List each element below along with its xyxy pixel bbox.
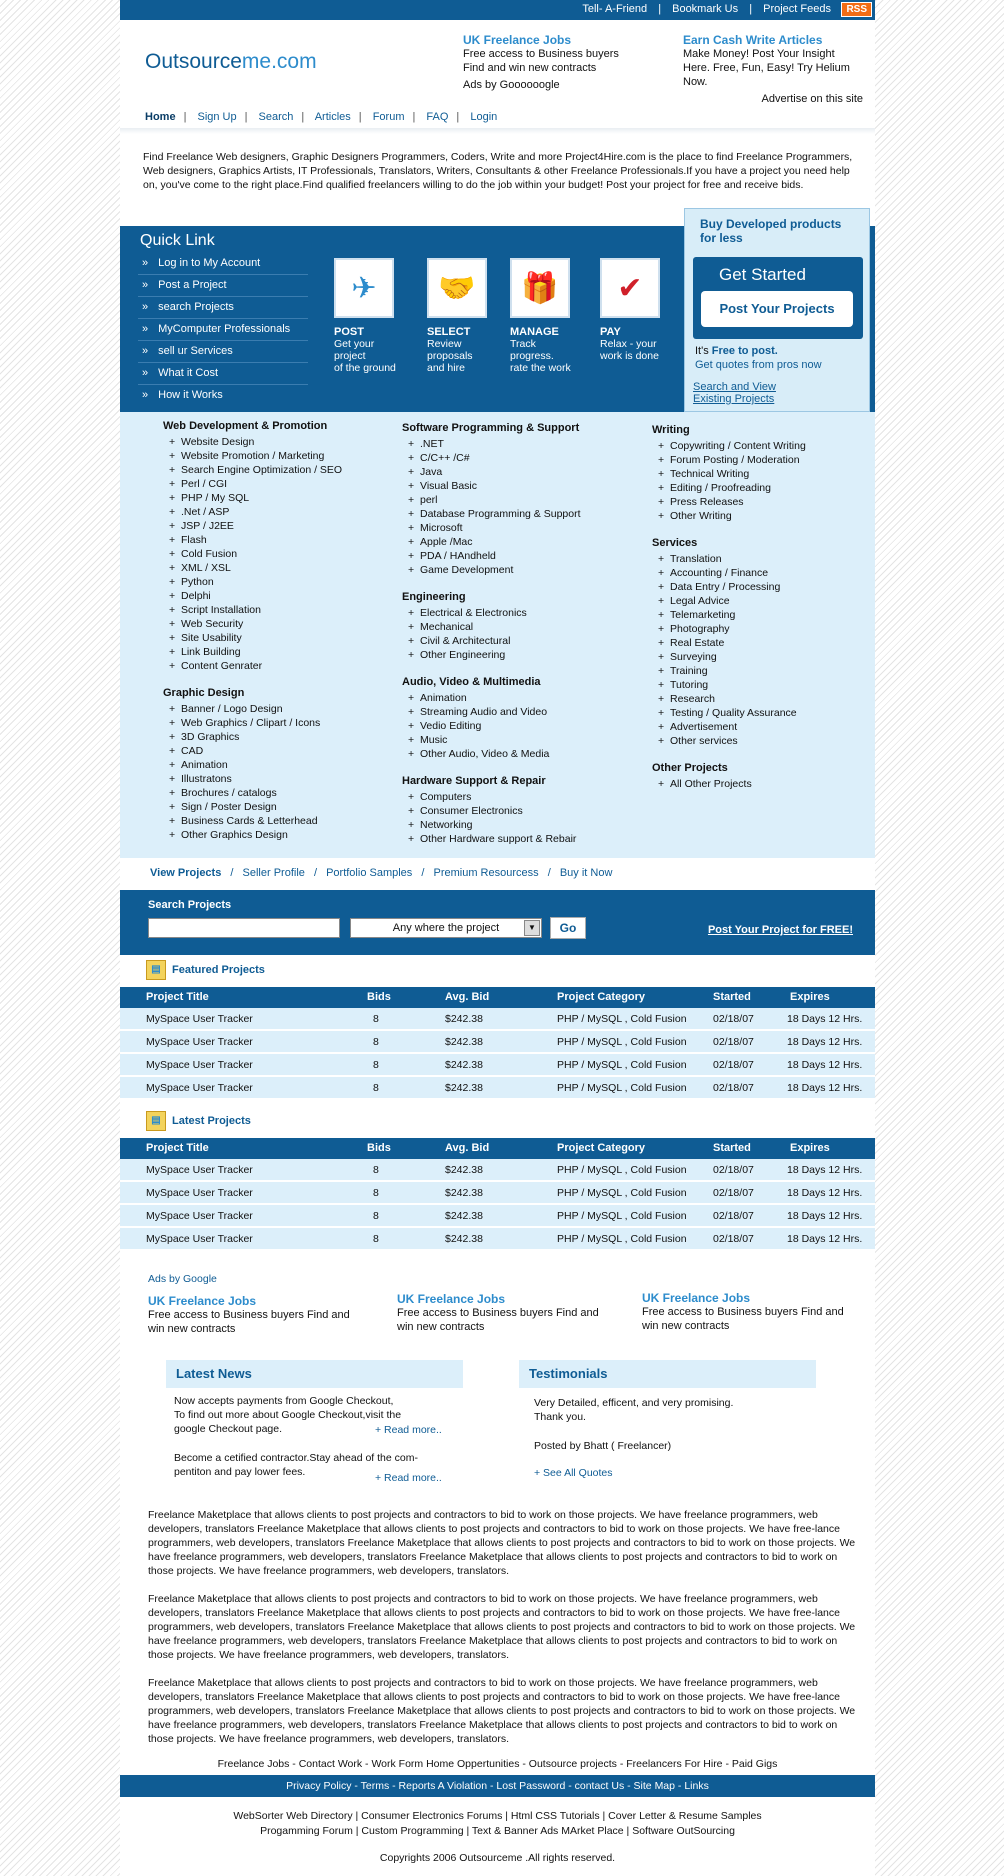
table-cell: 02/18/07 <box>713 1164 754 1176</box>
category-link[interactable]: + Python <box>163 575 342 589</box>
category-link[interactable]: + Web Graphics / Clipart / Icons <box>163 716 342 730</box>
category-link[interactable]: + Other Engineering <box>402 648 581 662</box>
separator: / <box>421 867 425 879</box>
project-title-link[interactable]: MySpace User Tracker <box>146 1187 253 1199</box>
category-group <box>163 420 342 673</box>
table-row[interactable] <box>120 1182 875 1205</box>
portfolio-samples-link[interactable]: Portfolio Samples <box>326 867 413 879</box>
go-button[interactable]: Go <box>550 917 586 939</box>
column-header[interactable]: Project Category <box>557 991 646 1003</box>
header-ad-1-title[interactable]: UK Freelance Jobs <box>463 33 572 47</box>
read-more-link[interactable]: + Read more.. <box>375 1424 442 1436</box>
category-link[interactable]: + Microsoft <box>402 521 581 535</box>
premium-resources-link[interactable]: Premium Resourcess <box>433 867 539 879</box>
category-link[interactable]: + perl <box>402 493 581 507</box>
quick-link-item[interactable]: » Log in to My Account <box>138 253 308 275</box>
step-manage[interactable] <box>510 258 571 374</box>
buy-it-now-link[interactable]: Buy it Now <box>559 867 613 879</box>
copyright: Copyrights 2006 Outsourceme .All rights reserved. <box>379 1852 616 1864</box>
project-title-link[interactable]: MySpace User Tracker <box>146 1059 253 1071</box>
category-column <box>163 420 342 856</box>
project-feeds-link[interactable]: Project Feeds <box>763 3 831 15</box>
table-cell: $242.38 <box>445 1210 483 1222</box>
category-link[interactable]: + Surveying <box>652 650 806 664</box>
table-cell: 8 <box>373 1082 379 1094</box>
category-link[interactable]: + C/C++ /C# <box>402 451 581 465</box>
bottom-ad-text: Free access to Business buyers Find and win new contracts <box>148 1309 350 1335</box>
logo-part-a: Outsource <box>145 50 242 73</box>
category-heading[interactable]: Graphic Design <box>163 687 245 699</box>
table-cell: 02/18/07 <box>713 1233 754 1245</box>
table-cell: PHP / MySQL , Cold Fusion <box>557 1082 687 1094</box>
project-title-link[interactable]: MySpace User Tracker <box>146 1082 253 1094</box>
category-group <box>402 775 581 846</box>
bottom-ad <box>148 1294 358 1336</box>
table-cell: 18 Days 12 Hrs. <box>787 1013 863 1025</box>
category-link[interactable]: + Cold Fusion <box>163 547 342 561</box>
get-started-label: Get Started <box>719 265 806 284</box>
category-link[interactable]: + XML / XSL <box>163 561 342 575</box>
category-link[interactable]: + Website Promotion / Marketing <box>163 449 342 463</box>
table-row[interactable] <box>120 1077 875 1100</box>
category-group <box>652 537 806 748</box>
table-cell: $242.38 <box>445 1187 483 1199</box>
bottom-ad <box>642 1291 852 1333</box>
column-header[interactable]: Started <box>713 1142 751 1154</box>
column-header[interactable]: Bids <box>367 991 391 1003</box>
step-desc: proposals <box>427 350 473 362</box>
table-row[interactable] <box>120 1054 875 1077</box>
category-link[interactable]: + Vedio Editing <box>402 719 581 733</box>
latest-news-heading: Latest News <box>166 1360 463 1388</box>
testimonials-heading: Testimonials <box>519 1360 816 1388</box>
category-link[interactable]: + Script Installation <box>163 603 342 617</box>
category-heading[interactable]: Audio, Video & Multimedia <box>402 676 541 688</box>
category-heading[interactable]: Web Development & Promotion <box>163 420 328 432</box>
category-link[interactable]: + Consumer Electronics <box>402 804 581 818</box>
category-link[interactable]: + Java <box>402 465 581 479</box>
folder-icon: ▤ <box>146 1111 166 1131</box>
table-row[interactable] <box>120 1159 875 1182</box>
search-existing-projects-link[interactable]: Search and View Existing Projects <box>693 381 776 405</box>
category-link[interactable]: + Data Entry / Processing <box>652 580 806 594</box>
separator: / <box>313 867 318 879</box>
table-cell: 8 <box>373 1233 379 1245</box>
step-desc: project <box>334 350 366 362</box>
category-group <box>402 591 581 662</box>
page <box>120 0 875 1876</box>
advertise-link[interactable]: Advertise on this site <box>761 93 863 105</box>
step-desc: Relax - your <box>600 338 657 350</box>
search-input[interactable] <box>148 918 340 938</box>
checkmark-icon: ✔ <box>600 258 660 318</box>
nav-home[interactable]: Home <box>145 111 176 123</box>
category-group <box>163 687 342 842</box>
table-cell: 02/18/07 <box>713 1036 754 1048</box>
folder-icon: ▤ <box>146 960 166 980</box>
category-link[interactable]: + Brochures / catalogs <box>163 786 342 800</box>
table-cell: 02/18/07 <box>713 1082 754 1094</box>
quick-link-item[interactable]: » How it Works <box>142 389 223 401</box>
category-link[interactable]: + All Other Projects <box>652 777 806 791</box>
column-header[interactable]: Expires <box>790 991 830 1003</box>
category-column <box>402 422 581 860</box>
post-your-projects-button[interactable]: Post Your Projects <box>701 291 853 327</box>
category-link[interactable]: + Search Engine Optimization / SEO <box>163 463 342 477</box>
category-link[interactable]: + 3D Graphics <box>163 730 342 744</box>
bottom-ad-text: Free access to Business buyers Find and win new contracts <box>642 1306 844 1332</box>
handshake-icon: 🤝 <box>427 258 487 318</box>
gift-box-icon: 🎁 <box>510 258 570 318</box>
category-link[interactable]: + Illustratons <box>163 772 342 786</box>
quick-link-item[interactable]: » Post a Project <box>138 275 308 297</box>
category-link[interactable]: + Civil & Architectural <box>402 634 581 648</box>
bottom-ad-title[interactable]: UK Freelance Jobs <box>397 1292 506 1306</box>
table-cell: $242.38 <box>445 1013 483 1025</box>
quick-link-item[interactable]: » sell ur Services <box>138 341 308 363</box>
category-link[interactable]: + Mechanical <box>402 620 581 634</box>
table-cell: 02/18/07 <box>713 1210 754 1222</box>
table-cell: 18 Days 12 Hrs. <box>787 1233 863 1245</box>
promo-title: Buy Developed products for less <box>700 217 842 245</box>
table-cell: $242.38 <box>445 1082 483 1094</box>
bookmark-link[interactable]: Bookmark Us <box>672 3 739 15</box>
table-cell: 8 <box>373 1013 379 1025</box>
table-cell: 18 Days 12 Hrs. <box>787 1059 863 1071</box>
category-link[interactable]: + Tutoring <box>652 678 806 692</box>
step-desc: rate the work <box>510 362 571 374</box>
table-row[interactable] <box>120 1008 875 1031</box>
category-link[interactable]: + Flash <box>163 533 342 547</box>
category-link[interactable]: + Editing / Proofreading <box>652 481 806 495</box>
table-cell: 18 Days 12 Hrs. <box>787 1187 863 1199</box>
latest-projects-table <box>120 1138 875 1251</box>
bottom-ad-title[interactable]: UK Freelance Jobs <box>642 1291 751 1305</box>
intro-text: Find Freelance Web designers, Graphic Designers Programmers, Coders, Write and more Project4Hire.com is the place to find Freelance Programmers, Web designers, Graphics Artists, IT Professionals, Translators, Writers, Consultants & other Freelance Professionals.If you have a project you need help on, you've come to the right place.Find qualified freelancers willing to do the job within your budget! Post your project for free and receive bids. <box>143 151 853 191</box>
bottom-ad <box>397 1292 607 1334</box>
main-nav: Home | Sign Up | Search | Articles | Forum | FAQ | Login <box>145 111 498 123</box>
column-header[interactable]: Project Title <box>146 1142 209 1154</box>
step-desc: and hire <box>427 362 465 374</box>
category-link[interactable]: + Electrical & Electronics <box>402 606 581 620</box>
category-link[interactable]: + Other Audio, Video & Media <box>402 747 581 761</box>
step-title: PAY <box>600 326 621 338</box>
step-desc: Get your <box>334 338 375 350</box>
table-cell: $242.38 <box>445 1036 483 1048</box>
search-band <box>120 890 875 955</box>
top-links <box>578 3 835 15</box>
category-group <box>652 424 806 523</box>
category-heading[interactable]: Software Programming & Support <box>402 422 580 434</box>
bottom-ad-text: Free access to Business buyers Find and win new contracts <box>397 1307 599 1333</box>
category-link[interactable]: + PHP / My SQL <box>163 491 342 505</box>
category-link[interactable]: + Link Building <box>163 645 342 659</box>
seller-profile-link[interactable]: Seller Profile <box>242 867 305 879</box>
project-title-link[interactable]: MySpace User Tracker <box>146 1013 253 1025</box>
category-link[interactable]: + Photography <box>652 622 806 636</box>
category-link[interactable]: + Delphi <box>163 589 342 603</box>
category-link[interactable]: + Computers <box>402 790 581 804</box>
category-link[interactable]: + Business Cards & Letterhead <box>163 814 342 828</box>
tell-a-friend-link[interactable]: Tell- A-Friend <box>582 3 648 15</box>
category-link[interactable]: + .NET <box>402 437 581 451</box>
nav-forum[interactable]: Forum <box>372 111 405 123</box>
featured-projects-table <box>120 987 875 1100</box>
table-row[interactable] <box>120 1228 875 1251</box>
header-ad-2-text: Make Money! Post Your Insight Here. Free, Fun, Easy! Try Helium Now. <box>683 48 850 88</box>
category-link[interactable]: + Other Hardware support & Rebair <box>402 832 581 846</box>
category-group <box>402 422 581 577</box>
step-title: SELECT <box>427 326 471 338</box>
get-quotes-text: Get quotes from pros now <box>695 359 822 371</box>
table-cell: 02/18/07 <box>713 1187 754 1199</box>
quick-link-item[interactable]: » What it Cost <box>138 363 308 385</box>
table-cell: 18 Days 12 Hrs. <box>787 1036 863 1048</box>
news-item-1: Now accepts payments from Google Checkout, To find out more about Google Checkout,visit the google Checkout page. <box>174 1395 402 1435</box>
table-cell: PHP / MySQL , Cold Fusion <box>557 1210 687 1222</box>
nav-search[interactable]: Search <box>258 111 294 123</box>
category-link[interactable]: + JSP / J2EE <box>163 519 342 533</box>
table-header <box>120 987 875 1008</box>
category-link[interactable]: + Research <box>652 692 806 706</box>
category-link[interactable]: + Other services <box>652 734 806 748</box>
step-desc: Track <box>510 338 536 350</box>
category-heading[interactable]: Other Projects <box>652 762 728 774</box>
table-cell: PHP / MySQL , Cold Fusion <box>557 1164 687 1176</box>
nav-articles[interactable]: Articles <box>314 111 351 123</box>
table-cell: $242.38 <box>445 1233 483 1245</box>
quick-link-item[interactable]: » MyComputer Professionals <box>138 319 308 341</box>
table-cell: $242.38 <box>445 1164 483 1176</box>
table-cell: PHP / MySQL , Cold Fusion <box>557 1036 687 1048</box>
testimonial-author: Posted by Bhatt ( Freelancer) <box>534 1440 672 1452</box>
quick-link-item[interactable]: » search Projects <box>138 297 308 319</box>
step-desc: Review <box>427 338 462 350</box>
category-link[interactable]: + Testing / Quality Assurance <box>652 706 806 720</box>
category-link[interactable]: + Real Estate <box>652 636 806 650</box>
quick-link-title: Quick Link <box>140 232 215 249</box>
category-link[interactable]: + Banner / Logo Design <box>163 702 342 716</box>
header-ad-2 <box>683 33 863 106</box>
separator: / <box>230 867 234 879</box>
latest-projects-heading: ▤ Latest Projects <box>146 1111 251 1131</box>
free-to-post: It's Free to post. <box>695 345 778 357</box>
body-paragraph: Freelance Maketplace that allows clients to post projects and contractors to bid to work on those projects. We have freelance programmers, web developers, translators Freelance Maketplace that allows clients to post projects and contractors to bid to work on those projects. We have free-lance programmers, web developers, translators Freelance Maketplace that allows clients to post projects and contractors to bid to work on those projects. We have freelance programmers, web developers, translators Freelance Maketplace that allows clients to post projects and contractors to bid to work on those projects. We have freelance programmers, web developers, translators. <box>148 1677 856 1745</box>
rss-icon[interactable]: RSS <box>841 2 872 17</box>
table-cell: 8 <box>373 1187 379 1199</box>
project-title-link[interactable]: MySpace User Tracker <box>146 1036 253 1048</box>
footer-links-row[interactable]: Progamming Forum | Custom Programming | Text & Banner Ads MArket Place | Software OutSourcing <box>260 1825 735 1837</box>
category-link[interactable]: + Press Releases <box>652 495 806 509</box>
column-header[interactable]: Avg. Bid <box>445 991 490 1003</box>
post-project-free-link[interactable]: Post Your Project for FREE! <box>707 924 853 936</box>
category-link[interactable]: + Animation <box>402 691 581 705</box>
site-logo[interactable] <box>145 50 317 74</box>
table-cell: $242.38 <box>445 1059 483 1071</box>
view-projects-link[interactable]: View Projects <box>150 867 222 879</box>
header-ad-1 <box>463 33 643 92</box>
category-link[interactable]: + Training <box>652 664 806 678</box>
category-link[interactable]: + CAD <box>163 744 342 758</box>
table-cell: 18 Days 12 Hrs. <box>787 1082 863 1094</box>
category-link[interactable]: + Perl / CGI <box>163 477 342 491</box>
body-paragraph: Freelance Maketplace that allows clients to post projects and contractors to bid to work on those projects. We have freelance programmers, web developers, translators Freelance Maketplace that allows clients to post projects and contractors to bid to work on those projects. We have free-lance programmers, web developers, translators Freelance Maketplace that allows clients to post projects and contractors to bid to work on those projects. We have freelance programmers, web developers, translators Freelance Maketplace that allows clients to post projects and contractors to bid to work on those projects. We have freelance programmers, web developers, translators. <box>148 1593 856 1661</box>
category-link[interactable]: + Game Development <box>402 563 581 577</box>
table-cell: 02/18/07 <box>713 1059 754 1071</box>
search-projects-title: Search Projects <box>148 899 232 911</box>
category-heading[interactable]: Hardware Support & Repair <box>402 775 546 787</box>
category-link[interactable]: + Forum Posting / Moderation <box>652 453 806 467</box>
project-title-link[interactable]: MySpace User Tracker <box>146 1233 253 1245</box>
table-row[interactable] <box>120 1205 875 1228</box>
bottom-ad-title[interactable]: UK Freelance Jobs <box>148 1294 257 1308</box>
top-bar <box>120 0 875 20</box>
step-pay[interactable] <box>600 258 660 362</box>
footer-links-1[interactable]: Freelance Jobs - Contact Work - Work Form Home Oppertunities - Outsource projects - Freelancers For Hire - Paid Gigs <box>217 1758 778 1770</box>
column-header[interactable]: Avg. Bid <box>445 1142 490 1154</box>
category-link[interactable]: + Advertisement <box>652 720 806 734</box>
table-cell: 8 <box>373 1036 379 1048</box>
step-title: MANAGE <box>510 326 559 338</box>
step-desc: progress. <box>510 350 554 362</box>
project-title-link[interactable]: MySpace User Tracker <box>146 1164 253 1176</box>
table-cell: 8 <box>373 1164 379 1176</box>
see-all-quotes-link[interactable]: + See All Quotes <box>534 1467 613 1479</box>
header-ad-1-text: Free access to Business buyers Find and win new contracts <box>463 48 619 74</box>
separator: / <box>547 867 551 879</box>
column-header[interactable]: Started <box>713 991 751 1003</box>
nav-login[interactable]: Login <box>470 111 498 123</box>
project-title-link[interactable]: MySpace User Tracker <box>146 1210 253 1222</box>
category-link[interactable]: + Web Security <box>163 617 342 631</box>
category-link[interactable]: + Copywriting / Content Writing <box>652 439 806 453</box>
table-row[interactable] <box>120 1031 875 1054</box>
separator: | <box>749 3 753 15</box>
category-link[interactable]: + PDA / HAndheld <box>402 549 581 563</box>
category-link[interactable]: + Networking <box>402 818 581 832</box>
ads-by-google-link[interactable]: Ads by Goooooogle <box>463 79 560 91</box>
table-cell: PHP / MySQL , Cold Fusion <box>557 1059 687 1071</box>
table-cell: PHP / MySQL , Cold Fusion <box>557 1187 687 1199</box>
category-group <box>402 676 581 761</box>
category-link[interactable]: + Legal Advice <box>652 594 806 608</box>
header-ad-2-title[interactable]: Earn Cash Write Articles <box>683 33 823 47</box>
promo-box <box>684 208 870 412</box>
category-link[interactable]: + Other Graphics Design <box>163 828 342 842</box>
table-cell: 8 <box>373 1059 379 1071</box>
category-group <box>652 762 806 791</box>
chevron-down-icon: ▼ <box>524 920 540 936</box>
testimonial-quote: Very Detailed, efficent, and very promising. Thank you. <box>534 1397 734 1423</box>
table-cell: 02/18/07 <box>713 1013 754 1025</box>
category-link[interactable]: + .Net / ASP <box>163 505 342 519</box>
footer-band-links[interactable]: Privacy Policy - Terms - Reports A Violation - Lost Password - contact Us - Site Map - Links <box>120 1775 875 1797</box>
read-more-link[interactable]: + Read more.. <box>375 1472 442 1484</box>
category-link[interactable]: + Apple /Mac <box>402 535 581 549</box>
table-header <box>120 1138 875 1159</box>
category-link[interactable]: + Other Writing <box>652 509 806 523</box>
footer-links-row[interactable]: WebSorter Web Directory | Consumer Electronics Forums | Html CSS Tutorials | Cover Letter & Resume Samples <box>233 1810 762 1822</box>
category-link[interactable]: + Translation <box>652 552 806 566</box>
step-post[interactable] <box>334 258 396 374</box>
column-header[interactable]: Bids <box>367 1142 391 1154</box>
footer-links-2 <box>120 1809 875 1839</box>
category-heading[interactable]: Writing <box>652 424 690 436</box>
category-link[interactable]: + Website Design <box>163 435 342 449</box>
category-link[interactable]: + Content Genrater <box>163 659 342 673</box>
step-select[interactable] <box>427 258 487 374</box>
category-column <box>652 424 806 805</box>
table-cell: PHP / MySQL , Cold Fusion <box>557 1233 687 1245</box>
category-link[interactable]: + Telemarketing <box>652 608 806 622</box>
location-select[interactable]: Any where the project ▼ <box>350 918 542 938</box>
table-cell: PHP / MySQL , Cold Fusion <box>557 1013 687 1025</box>
category-heading[interactable]: Engineering <box>402 591 466 603</box>
table-cell: 18 Days 12 Hrs. <box>787 1164 863 1176</box>
featured-projects-heading: ▤ Featured Projects <box>146 960 265 980</box>
logo-part-b: me.com <box>241 50 317 73</box>
category-heading[interactable]: Services <box>652 537 698 549</box>
category-link[interactable]: + Animation <box>163 758 342 772</box>
get-started-panel <box>693 257 863 339</box>
category-link[interactable]: + Database Programming & Support <box>402 507 581 521</box>
separator: | <box>658 3 662 15</box>
category-link[interactable]: + Sign / Poster Design <box>163 800 342 814</box>
category-link[interactable]: + Visual Basic <box>402 479 581 493</box>
column-header[interactable]: Project Title <box>146 991 209 1003</box>
table-cell: 18 Days 12 Hrs. <box>787 1210 863 1222</box>
category-link[interactable]: + Streaming Audio and Video <box>402 705 581 719</box>
category-link[interactable]: + Technical Writing <box>652 467 806 481</box>
ads-by-google[interactable]: Ads by Google <box>148 1273 217 1285</box>
nav-sign-up[interactable]: Sign Up <box>197 111 237 123</box>
table-cell: 8 <box>373 1210 379 1222</box>
step-desc: of the ground <box>334 362 396 374</box>
quick-link-list <box>138 253 308 407</box>
body-paragraph: Freelance Maketplace that allows clients to post projects and contractors to bid to work on those projects. We have freelance programmers, web developers, translators Freelance Maketplace that allows clients to post projects and contractors to bid to work on those projects. We have free-lance programmers, web developers, translators Freelance Maketplace that allows clients to post projects and contractors to bid to work on those projects. We have freelance programmers, web developers, translators Freelance Maketplace that allows clients to post projects and contractors to bid to work on those projects. We have freelance programmers, web developers, translators. <box>148 1509 856 1577</box>
category-link[interactable]: + Music <box>402 733 581 747</box>
news-item-2: Become a cetified contractor.Stay ahead of the com- pentiton and pay lower fees. <box>174 1452 418 1478</box>
category-link[interactable]: + Accounting / Finance <box>652 566 806 580</box>
view-projects-nav <box>150 867 618 879</box>
column-header[interactable]: Project Category <box>557 1142 646 1154</box>
nav-faq[interactable]: FAQ <box>426 111 449 123</box>
category-link[interactable]: + Site Usability <box>163 631 342 645</box>
step-desc: work is done <box>600 350 659 362</box>
step-title: POST <box>334 326 364 338</box>
nav-divider <box>120 128 875 134</box>
column-header[interactable]: Expires <box>790 1142 830 1154</box>
plane-icon: ✈ <box>334 258 394 318</box>
